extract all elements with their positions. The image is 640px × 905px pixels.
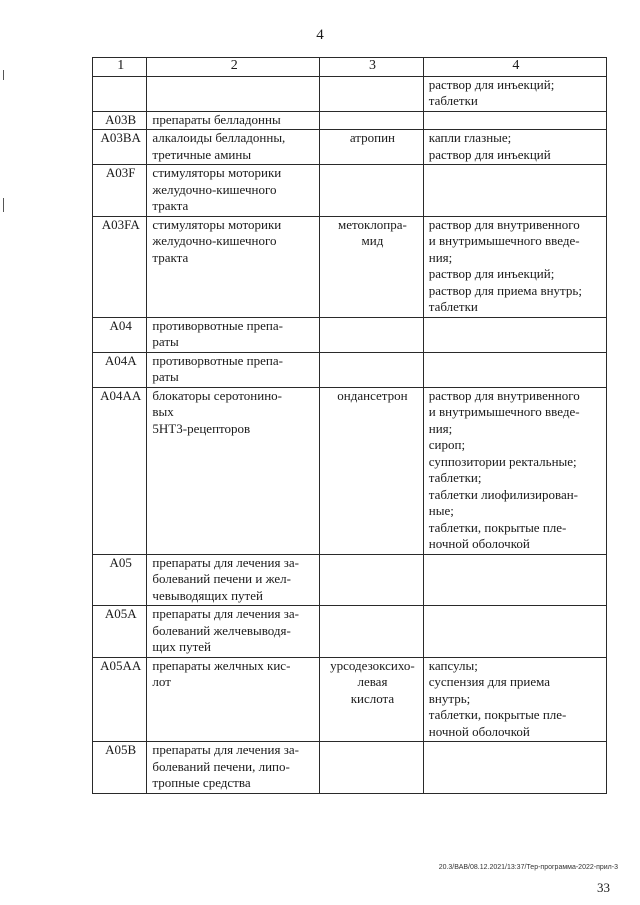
atc-code-cell: A03BA (93, 130, 147, 165)
cell-line: стимуляторы моторики (152, 216, 282, 232)
footer-document-code: 20.3/ВАВ/08.12.2021/13:37/Тер-программа-2022-прил-3 (438, 864, 618, 871)
cell-line: атропин (349, 130, 396, 145)
cell-line: противорвотные препа- (152, 317, 283, 333)
cell-line: таблетки (428, 299, 478, 314)
drug-name-cell (320, 352, 424, 387)
anatomical-group-cell (147, 130, 320, 165)
cell-line: лот (152, 674, 171, 689)
cell-line: мид (361, 233, 384, 248)
cell-line: вых (152, 404, 174, 419)
drug-name-cell (320, 742, 424, 794)
dosage-forms-cell (423, 76, 606, 111)
cell-line: 5HT3-рецепторов (152, 420, 251, 436)
cell-line: третичные амины (152, 146, 252, 162)
cell-line: капли глазные; (428, 130, 512, 145)
atc-code-cell: A03B (93, 111, 147, 130)
drug-name-cell (320, 76, 424, 111)
table-row (93, 606, 607, 658)
cell-line: блокаторы серотонино- (152, 387, 282, 403)
cell-line: щих путей (152, 639, 212, 654)
margin-mark (3, 70, 4, 80)
atc-code-cell: A05B (93, 742, 147, 794)
table-row (93, 657, 607, 742)
table-header-row (93, 58, 607, 77)
cell-line: желудочно-кишечного (152, 181, 277, 197)
cell-line: препараты для лечения за- (152, 742, 299, 757)
cell-line: сироп; (428, 437, 466, 452)
cell-line: таблетки, покрытые пле- (428, 519, 567, 535)
atc-code-cell (93, 76, 147, 111)
cell-line: ондансетрон (337, 387, 408, 403)
cell-line: раствор для приема внутрь; (428, 282, 582, 298)
dosage-forms-cell (423, 165, 606, 217)
dosage-forms-cell (423, 657, 606, 742)
drug-name-cell (320, 111, 424, 130)
cell-line: суппозитории ректальные; (428, 453, 577, 469)
cell-line: раствор для инъекций (428, 146, 551, 162)
atc-code-cell: A04AA (93, 387, 147, 554)
atc-code-cell: A03FA (93, 216, 147, 317)
table-row (93, 216, 607, 317)
dosage-forms-cell (423, 317, 606, 352)
drug-name-cell (320, 554, 424, 606)
page-number-bottom: 33 (597, 880, 610, 895)
atc-code-cell: A05AA (93, 657, 147, 742)
anatomical-group-cell (147, 606, 320, 658)
cell-line: препараты желчных кис- (152, 657, 291, 673)
anatomical-group-cell (147, 554, 320, 606)
cell-line: таблетки лиофилизирован- (428, 486, 579, 502)
cell-line: ные; (428, 503, 454, 518)
dosage-forms-cell (423, 111, 606, 130)
drug-name-cell (320, 606, 424, 658)
cell-line: препараты для лечения за- (152, 606, 299, 621)
dosage-forms-cell (423, 352, 606, 387)
anatomical-group-cell (147, 165, 320, 217)
table-row (93, 742, 607, 794)
drug-name-cell (320, 387, 424, 554)
cell-line: раты (152, 334, 179, 349)
table-row (93, 111, 607, 130)
cell-line: стимуляторы моторики (152, 165, 282, 180)
table-row (93, 130, 607, 165)
atc-code-cell: A05A (93, 606, 147, 658)
cell-line: ночной оболочкой (428, 723, 530, 739)
anatomical-group-cell (147, 111, 320, 130)
cell-line: левая (357, 674, 388, 689)
cell-line: и внутримышечного введе- (428, 404, 580, 419)
header-cell: 4 (423, 58, 606, 77)
cell-line: и внутримышечного введе- (428, 233, 580, 248)
drug-name-cell (320, 165, 424, 217)
cell-line: раствор для инъекций; (428, 76, 555, 92)
cell-line: тракта (152, 198, 189, 213)
cell-line: ния; (428, 249, 453, 265)
cell-line: болеваний печени и жел- (152, 571, 291, 586)
drug-table (92, 57, 607, 794)
cell-line: ния; (428, 420, 453, 436)
cell-line: таблетки, покрытые пле- (428, 707, 567, 722)
atc-code-cell: A04 (93, 317, 147, 352)
atc-code-cell: A03F (93, 165, 147, 217)
drug-name-cell (320, 317, 424, 352)
anatomical-group-cell (147, 216, 320, 317)
cell-line: чевыводящих путей (152, 587, 263, 603)
anatomical-group-cell (147, 657, 320, 742)
cell-line: противорвотные препа- (152, 352, 283, 368)
anatomical-group-cell (147, 317, 320, 352)
cell-line: суспензия для приема (428, 674, 551, 689)
atc-code-cell: A04A (93, 352, 147, 387)
cell-line: урсодезоксихо- (330, 657, 415, 673)
anatomical-group-cell (147, 742, 320, 794)
header-cell: 2 (147, 58, 320, 77)
margin-mark (3, 198, 4, 212)
drug-name-cell (320, 216, 424, 317)
cell-line: метоклопра- (338, 216, 407, 232)
dosage-forms-cell (423, 742, 606, 794)
table-row (93, 554, 607, 606)
drug-name-cell (320, 657, 424, 742)
anatomical-group-cell (147, 352, 320, 387)
anatomical-group-cell (147, 387, 320, 554)
dosage-forms-cell (423, 606, 606, 658)
atc-code-cell: A05 (93, 554, 147, 606)
cell-line: тракта (152, 249, 189, 265)
dosage-forms-cell (423, 216, 606, 317)
cell-line: кислота (350, 690, 395, 706)
header-cell: 3 (320, 58, 424, 77)
table-row (93, 352, 607, 387)
cell-line: внутрь; (428, 690, 471, 706)
cell-line: болеваний желчевыводя- (152, 622, 291, 638)
cell-line: желудочно-кишечного (152, 233, 277, 248)
cell-line: раты (152, 369, 179, 384)
header-cell: 1 (93, 58, 147, 77)
cell-line: препараты для лечения за- (152, 554, 299, 570)
cell-line: раствор для инъекций; (428, 266, 555, 281)
dosage-forms-cell (423, 554, 606, 606)
table-row (93, 387, 607, 554)
table-row (93, 165, 607, 217)
page-number-top: 4 (316, 27, 324, 43)
dosage-forms-cell (423, 387, 606, 554)
cell-line: раствор для внутривенного (428, 216, 580, 232)
cell-line: ночной оболочкой (428, 536, 530, 551)
cell-line: болеваний печени, липо- (152, 758, 290, 774)
cell-line: препараты белладонны (152, 111, 281, 127)
table-row (93, 317, 607, 352)
cell-line: раствор для внутривенного (428, 387, 580, 403)
anatomical-group-cell (147, 76, 320, 111)
cell-line: таблетки (428, 93, 478, 108)
cell-line: тропные средства (152, 775, 251, 790)
drug-name-cell (320, 130, 424, 165)
cell-line: таблетки; (428, 470, 482, 485)
cell-line: капсулы; (428, 657, 478, 673)
cell-line: алкалоиды белладонны, (152, 130, 286, 145)
dosage-forms-cell (423, 130, 606, 165)
table-row (93, 76, 607, 111)
